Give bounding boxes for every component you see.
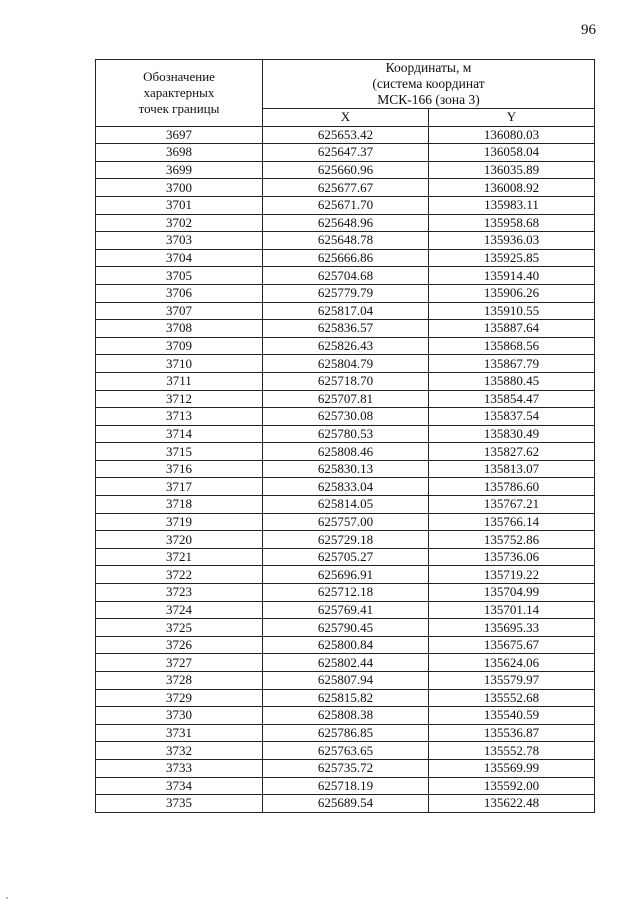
coordinates-group-header <box>263 60 595 109</box>
table-row <box>96 144 595 162</box>
y-coordinate-cell: 136035.89 <box>429 161 595 179</box>
y-coordinate-cell: 135552.68 <box>429 689 595 707</box>
point-id-cell: 3729 <box>96 689 263 707</box>
table-row <box>96 795 595 813</box>
point-id-cell: 3712 <box>96 390 263 408</box>
table-row <box>96 372 595 390</box>
y-coordinate-cell: 135837.54 <box>429 408 595 426</box>
x-coordinate-cell: 625660.96 <box>263 161 429 179</box>
y-coordinate-cell: 135887.64 <box>429 320 595 338</box>
page-number: 96 <box>581 22 596 38</box>
y-coordinate-cell: 135719.22 <box>429 566 595 584</box>
y-coordinate-cell: 135624.06 <box>429 654 595 672</box>
table-row <box>96 724 595 742</box>
header-row-top <box>96 60 595 109</box>
table-row <box>96 777 595 795</box>
y-coordinate-cell: 135880.45 <box>429 372 595 390</box>
y-coordinate-cell: 135704.99 <box>429 584 595 602</box>
x-coordinate-cell: 625653.42 <box>263 126 429 144</box>
table-row <box>96 443 595 461</box>
table-row <box>96 249 595 267</box>
x-column-header: X <box>263 109 429 127</box>
y-coordinate-cell: 135552.78 <box>429 742 595 760</box>
x-coordinate-cell: 625804.79 <box>263 355 429 373</box>
point-id-cell: 3724 <box>96 601 263 619</box>
x-coordinate-cell: 625707.81 <box>263 390 429 408</box>
y-coordinate-cell: 135675.67 <box>429 636 595 654</box>
x-coordinate-cell: 625800.84 <box>263 636 429 654</box>
y-coordinate-cell: 135622.48 <box>429 795 595 813</box>
point-id-cell: 3703 <box>96 232 263 250</box>
point-id-cell: 3718 <box>96 496 263 514</box>
x-coordinate-cell: 625677.67 <box>263 179 429 197</box>
y-coordinate-cell: 135592.00 <box>429 777 595 795</box>
point-id-cell: 3723 <box>96 584 263 602</box>
point-label-line: точек границы <box>138 100 220 116</box>
y-coordinate-cell: 135958.68 <box>429 214 595 232</box>
y-coordinate-cell: 135752.86 <box>429 531 595 549</box>
x-coordinate-cell: 625790.45 <box>263 619 429 637</box>
point-label-line: характерных <box>143 84 215 100</box>
y-coordinate-cell: 135786.60 <box>429 478 595 496</box>
point-id-cell: 3717 <box>96 478 263 496</box>
table-row <box>96 179 595 197</box>
point-id-cell: 3726 <box>96 636 263 654</box>
point-id-cell: 3708 <box>96 320 263 338</box>
table-row <box>96 742 595 760</box>
table-row <box>96 584 595 602</box>
coordinates-table <box>95 59 595 813</box>
y-coordinate-cell: 135579.97 <box>429 672 595 690</box>
point-id-cell: 3699 <box>96 161 263 179</box>
table-row <box>96 355 595 373</box>
y-coordinate-cell: 135569.99 <box>429 759 595 777</box>
point-id-cell: 3731 <box>96 724 263 742</box>
table-row <box>96 601 595 619</box>
y-coordinate-cell: 135766.14 <box>429 513 595 531</box>
point-id-cell: 3734 <box>96 777 263 795</box>
table-row <box>96 196 595 214</box>
x-coordinate-cell: 625786.85 <box>263 724 429 742</box>
table-body <box>96 126 595 812</box>
x-coordinate-cell: 625696.91 <box>263 566 429 584</box>
x-coordinate-cell: 625769.41 <box>263 601 429 619</box>
table-header <box>96 60 595 127</box>
table-row <box>96 759 595 777</box>
x-coordinate-cell: 625826.43 <box>263 337 429 355</box>
scan-artifact <box>6 897 8 899</box>
table-row <box>96 654 595 672</box>
table-row <box>96 636 595 654</box>
y-coordinate-cell: 136058.04 <box>429 144 595 162</box>
table-row <box>96 707 595 725</box>
table-row <box>96 496 595 514</box>
point-id-cell: 3704 <box>96 249 263 267</box>
table-row <box>96 531 595 549</box>
x-coordinate-cell: 625808.38 <box>263 707 429 725</box>
x-coordinate-cell: 625718.70 <box>263 372 429 390</box>
y-coordinate-cell: 135736.06 <box>429 548 595 566</box>
x-coordinate-cell: 625647.37 <box>263 144 429 162</box>
y-coordinate-cell: 135854.47 <box>429 390 595 408</box>
point-id-cell: 3716 <box>96 460 263 478</box>
table-row <box>96 337 595 355</box>
point-id-cell: 3709 <box>96 337 263 355</box>
y-coordinate-cell: 135983.11 <box>429 196 595 214</box>
x-coordinate-cell: 625757.00 <box>263 513 429 531</box>
y-coordinate-cell: 135925.85 <box>429 249 595 267</box>
table-row <box>96 267 595 285</box>
y-coordinate-cell: 135540.59 <box>429 707 595 725</box>
x-coordinate-cell: 625763.65 <box>263 742 429 760</box>
y-coordinate-cell: 135906.26 <box>429 284 595 302</box>
point-id-cell: 3705 <box>96 267 263 285</box>
x-coordinate-cell: 625712.18 <box>263 584 429 602</box>
y-coordinate-cell: 136008.92 <box>429 179 595 197</box>
table-row <box>96 460 595 478</box>
point-id-cell: 3728 <box>96 672 263 690</box>
x-coordinate-cell: 625802.44 <box>263 654 429 672</box>
table-row <box>96 390 595 408</box>
point-id-cell: 3702 <box>96 214 263 232</box>
x-coordinate-cell: 625704.68 <box>263 267 429 285</box>
point-id-cell: 3697 <box>96 126 263 144</box>
table-row <box>96 302 595 320</box>
y-coordinate-cell: 135536.87 <box>429 724 595 742</box>
table-row <box>96 284 595 302</box>
point-label-line: Обозначение <box>143 68 215 84</box>
point-id-cell: 3720 <box>96 531 263 549</box>
x-coordinate-cell: 625648.96 <box>263 214 429 232</box>
y-coordinate-cell: 135868.56 <box>429 337 595 355</box>
x-coordinate-cell: 625817.04 <box>263 302 429 320</box>
y-column-header: Y <box>429 109 595 127</box>
table-row <box>96 672 595 690</box>
point-id-cell: 3722 <box>96 566 263 584</box>
x-coordinate-cell: 625735.72 <box>263 759 429 777</box>
point-id-cell: 3725 <box>96 619 263 637</box>
point-id-cell: 3735 <box>96 795 263 813</box>
point-id-cell: 3707 <box>96 302 263 320</box>
table-row <box>96 232 595 250</box>
table-row <box>96 478 595 496</box>
point-id-cell: 3711 <box>96 372 263 390</box>
point-id-cell: 3700 <box>96 179 263 197</box>
y-coordinate-cell: 135910.55 <box>429 302 595 320</box>
y-coordinate-cell: 135813.07 <box>429 460 595 478</box>
x-coordinate-cell: 625689.54 <box>263 795 429 813</box>
x-coordinate-cell: 625815.82 <box>263 689 429 707</box>
point-id-cell: 3733 <box>96 759 263 777</box>
point-id-cell: 3710 <box>96 355 263 373</box>
table-row <box>96 566 595 584</box>
x-coordinate-cell: 625718.19 <box>263 777 429 795</box>
y-coordinate-cell: 135914.40 <box>429 267 595 285</box>
x-coordinate-cell: 625830.13 <box>263 460 429 478</box>
point-label-header <box>96 60 263 127</box>
x-coordinate-cell: 625780.53 <box>263 425 429 443</box>
y-coordinate-cell: 135830.49 <box>429 425 595 443</box>
x-coordinate-cell: 625808.46 <box>263 443 429 461</box>
x-coordinate-cell: 625705.27 <box>263 548 429 566</box>
table-row <box>96 126 595 144</box>
point-id-cell: 3701 <box>96 196 263 214</box>
coords-group-line: (система координат <box>372 76 485 91</box>
point-id-cell: 3698 <box>96 144 263 162</box>
y-coordinate-cell: 135827.62 <box>429 443 595 461</box>
x-coordinate-cell: 625807.94 <box>263 672 429 690</box>
table-row <box>96 689 595 707</box>
y-coordinate-cell: 135767.21 <box>429 496 595 514</box>
x-coordinate-cell: 625729.18 <box>263 531 429 549</box>
point-id-cell: 3715 <box>96 443 263 461</box>
x-coordinate-cell: 625666.86 <box>263 249 429 267</box>
x-coordinate-cell: 625730.08 <box>263 408 429 426</box>
table-row <box>96 408 595 426</box>
x-coordinate-cell: 625836.57 <box>263 320 429 338</box>
point-id-cell: 3732 <box>96 742 263 760</box>
table-row <box>96 548 595 566</box>
y-coordinate-cell: 135936.03 <box>429 232 595 250</box>
coords-group-line: Координаты, м <box>385 60 472 75</box>
point-id-cell: 3714 <box>96 425 263 443</box>
table-row <box>96 161 595 179</box>
point-id-cell: 3721 <box>96 548 263 566</box>
table-row <box>96 320 595 338</box>
y-coordinate-cell: 136080.03 <box>429 126 595 144</box>
table-row <box>96 513 595 531</box>
point-id-cell: 3713 <box>96 408 263 426</box>
y-coordinate-cell: 135695.33 <box>429 619 595 637</box>
x-coordinate-cell: 625814.05 <box>263 496 429 514</box>
x-coordinate-cell: 625648.78 <box>263 232 429 250</box>
point-id-cell: 3730 <box>96 707 263 725</box>
x-coordinate-cell: 625833.04 <box>263 478 429 496</box>
y-coordinate-cell: 135867.79 <box>429 355 595 373</box>
table-row <box>96 214 595 232</box>
point-id-cell: 3719 <box>96 513 263 531</box>
x-coordinate-cell: 625671.70 <box>263 196 429 214</box>
point-id-cell: 3706 <box>96 284 263 302</box>
coords-group-line: МСК-166 (зона 3) <box>377 92 480 107</box>
table-row <box>96 425 595 443</box>
y-coordinate-cell: 135701.14 <box>429 601 595 619</box>
table-row <box>96 619 595 637</box>
x-coordinate-cell: 625779.79 <box>263 284 429 302</box>
point-id-cell: 3727 <box>96 654 263 672</box>
